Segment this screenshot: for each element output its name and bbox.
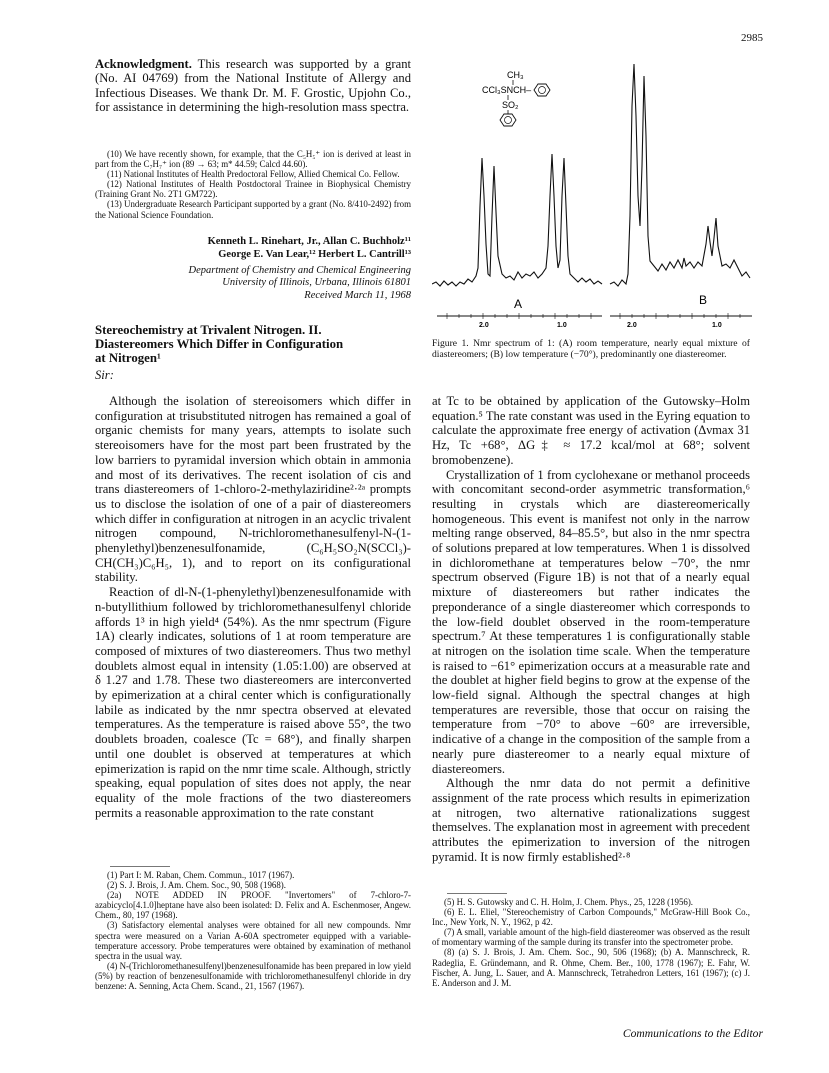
paragraph-crystallization: Crystallization of 1 from cyclohexane or methanol proceeds with concomitant second-order asymmetric transformation,⁶ resulting in crystals which are diastereomerically homogeneous. This event is manifest not only in the narrow melting range observed, 84–85.5°, but also in the nmr spectra of solutions prepared at low temperatures. When 1 is dissolved in dichloromethane at temperatures below −70°, the nmr spectrum observed (Figure 1B) is not that of a nearly equal mixture of diastereomers but rather indicates the preponderance of a single diastereomer which corresponds to the low-field doublet observed in the room-temperature spectrum.⁷ At these temperatures 1 is configurationally stable at nitrogen on the isolation time scale. When the temperature is raised to −61° epimerization occurs at a measurable rate and the doublet at higher field begins to grow at the expense of the low-field signal. Although the spectral changes at high temperatures are reversible, those that occur on raising the temperature from −70° to above −60° are irreversible, indicative of a change in the composition of the sample from a nearly pure diastereomer to a nearly equal mixture of diastereomers. [432,467,750,776]
axis-b-tick-1: 1.0 [712,322,722,329]
figure-caption: Figure 1. Nmr spectrum of 1: (A) room temperature, nearly equal mixture of diastereomers; (B) low temperature (−70°), predominantly one diastereomer. [432,338,750,360]
phenyl-ring-icon [500,114,516,126]
left-body-text [95,394,411,820]
footnote-3: (3) Satisfactory elemental analyses were obtained for all new compounds. Nmr spectra were measured on a Varian A-60A spectrometer equipped with a variable-temperature accessory. Probe temperatures were obtained by examination of methanol spectra in the usual way. [95,920,411,961]
acknowledgment [95,57,411,115]
structure-so2: SO₂ [502,100,519,110]
right-footnotes [432,897,750,988]
ack-footnotes [95,149,411,220]
paragraph-reaction: Reaction of dl-N-(1-phenylethyl)benzenesulfonamide with n-butyllithium followed by trichloromethanesulfenyl chloride affords 1³ in high yield⁴ (54%). As the nmr spectrum (Figure 1A) clearly indicates, solutions of 1 at room temperature are composed of mixtures of two diastereomers. Thus two methyl doublets almost equal in intensity (1.05:1.00) are observed at δ 1.27 and 1.78. These two diastereomers are interconverted by epimerization at a chiral center which is configurationally labile as indicated by the nmr spectra observed at elevated temperatures. As the temperature is raised above 55°, the two doublets broaden, coalesce (Tc = 68°), and finally sharpen until one doublet is observed at temperatures at which epimerization is rapid on the nmr time scale. Although, strictly speaking, equal population of sites does not apply, the near equality of the mole fractions of the two diastereomers permits a reasonable approximation to the rate constant [95,585,411,820]
left-footnotes [95,870,411,991]
title-line-3: at Nitrogen¹ [95,351,161,365]
structure-ch3: CH₃ [507,70,524,80]
footnote-2a: (2a) NOTE ADDED IN PROOF. "Invertomers" of 7-chloro-7-azabicyclo[4.1.0]heptane have also been isolated: D. Felix and A. Eschenmoser, Angew. Chem., 80, 197 (1968). [95,890,411,921]
affiliation-dept: Department of Chemistry and Chemical Engineering [188,265,411,276]
footnote-6: (6) E. L. Eliel, "Stereochemistry of Carbon Compounds," McGraw-Hill Book Co., Inc., New York, N. Y., 1962, p 42. [432,907,750,928]
axis-a-tick-2: 2.0 [479,322,489,329]
footnote-10: (10) We have recently shown, for example, that the C₅H₅⁺ ion is derived at least in part from the C₇H₇⁺ ion (89 → 63; m* 44.59; Calcd 44.60). [95,149,411,170]
footnote-11: (11) National Institutes of Health Predoctoral Fellow, Allied Chemical Co. Fellow. [107,169,400,180]
footnote-rule [110,866,170,867]
received-date: Received March 11, 1968 [304,289,411,301]
figure-1 [432,46,762,346]
salutation: Sir: [95,368,114,382]
author-line-1: Kenneth L. Rinehart, Jr., Allan C. Buchholz¹¹ [207,236,411,247]
footnote-12: (12) National Institutes of Health Postdoctoral Trainee in Biophysical Chemistry (Training Grant No. 2T1 GM722). [95,179,411,200]
title-line-2: Diastereomers Which Differ in Configuration [95,337,344,351]
spectrum-a-label: A [514,297,523,311]
journal-section-footer: Communications to the Editor [622,1027,763,1040]
spectrum-b-label: B [699,293,708,307]
footnote-13: (13) Undergraduate Research Participant supported by a grant (No. 8/410-2492) from the National Science Foundation. [95,199,411,220]
spectrum-a-trace [432,154,602,286]
footnote-1: (1) Part I: M. Raban, Chem. Commun., 1017 (1967). [107,870,295,880]
author-list [95,236,411,261]
footnote-8: (8) (a) S. J. Brois, J. Am. Chem. Soc., 90, 506 (1968); (b) A. Mannschreck, R. Radeglia, E. Gründemann, and R. Ohme, Chem. Ber., 100, 1778 (1967); E. Fahr, W. Fischer, A. Jung, L. Sauer, and A. Mannschreck, Tetrahedron Letters, 161 (1967); (c) J. E. Anderson and J. M. [432,947,750,988]
structure-formula [482,70,550,126]
nmr-spectrum-figure [432,46,762,346]
footnote-7: (7) A small, variable amount of the high-field diastereomer was observed as the result of momentary warming of the sample during its transfer into the spectrometer probe. [432,927,750,948]
aromatic-circle-icon [539,87,546,94]
aromatic-circle-icon [505,117,512,124]
paragraph-rate: at Tc to be obtained by application of the Gutowsky–Holm equation.⁵ The rate constant was used in the Eyring equation to calculate the approximate free energy of activation (Δνmax 31 Hz, Tc +68°, ΔG‡ ≈ 17.2 kcal/mol at 68°; solvent bromobenzene). [432,394,750,467]
paragraph-intro: Although the isolation of stereoisomers which differ in configuration at trisubstituted nitrogen has remained a goal of organic chemists for many years, attempts to isolate such stereoisomers have for the most part been frustrated by the low barriers to pyramidal inversion which obtain in ammonia and most of its derivatives. The recent isolation of cis and trans diastereomers of 1-chloro-2-methylaziridine²·²ᵃ prompts us to disclose the isolation of one of a pair of diastereomers which differ in configuration at nitrogen in an acyclic trivalent nitrogen compound, N-trichloromethanesulfenyl-N-(1-phenylethyl)benzenesulfonamide, (C₆H₅SO₂N(SCCl₃)-CH(CH₃)C₆H₅, 1), and to report on its configurational stability. [95,394,411,585]
ack-heading: Acknowledgment. [95,57,192,71]
title-line-1: Stereochemistry at Trivalent Nitrogen. II. [95,323,322,337]
page-number: 2985 [741,32,763,44]
phenyl-ring-icon [534,84,550,96]
footnote-4: (4) N-(Trichloromethanesulfenyl)benzenesulfonamide has been prepared in low yield (5%) by reaction of benzenesulfonamide with trichloromethanesulfenyl chloride in dry benzene: A. Senning, Acta Chem. Scand., 21, 1567 (1967). [95,960,411,992]
axis-b-tick-2: 2.0 [627,322,637,329]
footnote-5: (5) H. S. Gutowsky and C. H. Holm, J. Chem. Phys., 25, 1228 (1956). [444,897,693,907]
structure-ccl3snch: CCl₃SNCH– [482,85,532,95]
paragraph-mechanism: Although the nmr data do not permit a definitive assignment of the rate process which results in epimerization at nitrogen, two alternative rationalizations suggest themselves. The explanation most in agreement with precedent attributes the epimerization to inversion of the nitrogen pyramid. It is now firmly established²·⁸ [432,776,750,864]
spectrum-b-trace [610,64,750,286]
footnote-rule-right [447,893,507,894]
axis-a-tick-1: 1.0 [557,322,567,329]
affiliation [95,265,411,302]
article-title [95,323,411,365]
right-body-text [432,394,750,865]
ack-text: This research was supported by a grant (No. AI 04769) from the National Institute of Allergy and Infectious Diseases. We thank Dr. M. F. Grostic, Upjohn Co., for assistance in determining the high-resolution mass spectra. [95,57,411,115]
footnote-2: (2) S. J. Brois, J. Am. Chem. Soc., 90, 508 (1968). [107,880,286,891]
affiliation-univ: University of Illinois, Urbana, Illinois 61801 [222,277,411,289]
author-line-2: George E. Van Lear,¹² Herbert L. Cantrill¹³ [218,248,411,260]
